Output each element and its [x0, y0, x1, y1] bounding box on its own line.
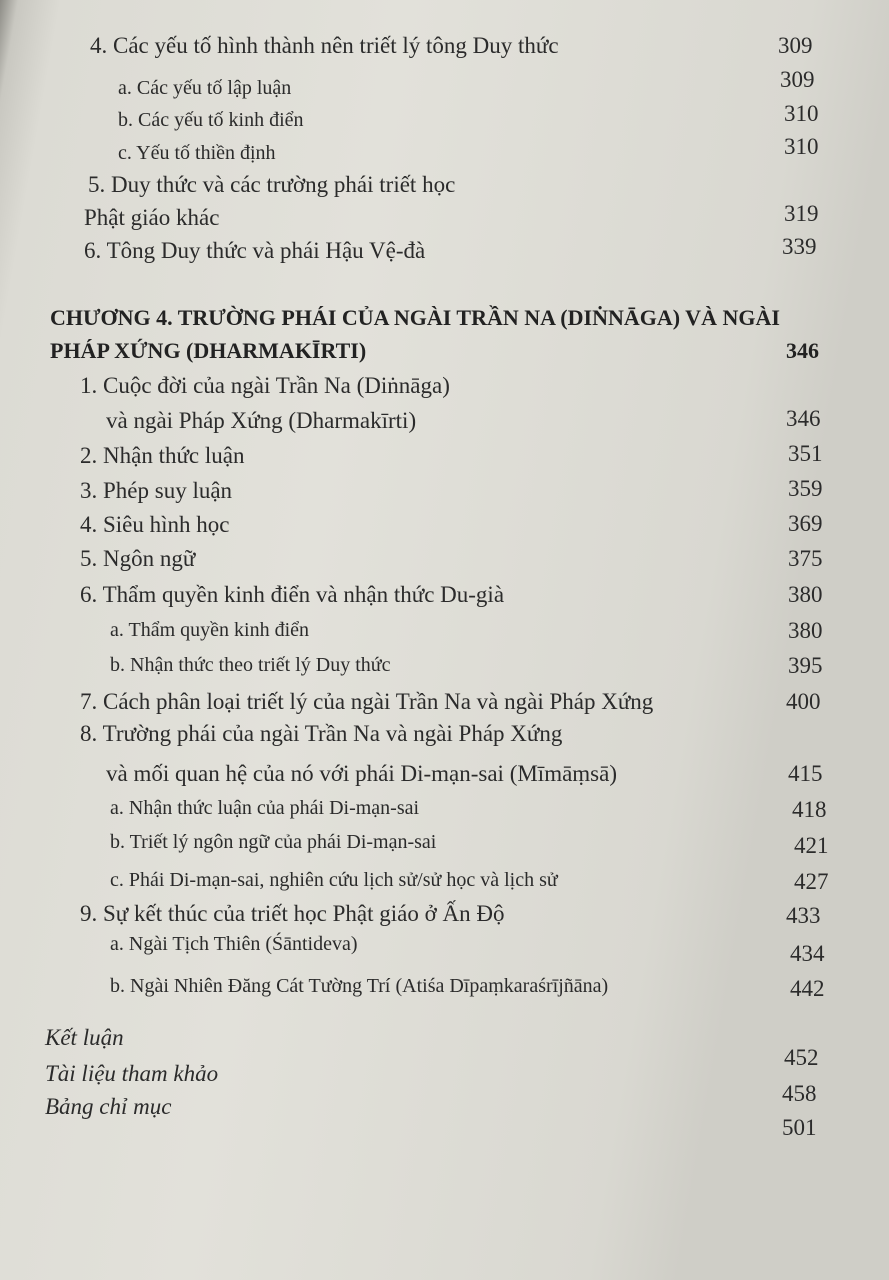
toc-entry-page: 415: [788, 761, 823, 786]
toc-entry-title: 5. Ngôn ngữ: [80, 546, 196, 571]
toc-entry-title: b. Triết lý ngôn ngữ của phái Di-mạn-sai: [110, 831, 437, 853]
chapter-title: CHƯƠNG 4. TRƯỜNG PHÁI CỦA NGÀI TRẦN NA (DIṄNĀGA) VÀ NGÀI: [50, 305, 780, 330]
toc-entry-title: Tài liệu tham khảo: [45, 1061, 219, 1086]
toc-entry-page: 369: [788, 511, 823, 536]
toc-entry-title: a. Nhận thức luận của phái Di-mạn-sai: [110, 797, 420, 819]
toc-entry-page: 501: [782, 1115, 817, 1140]
toc-entry-page: 380: [788, 582, 823, 607]
toc-entry-page: 359: [788, 476, 823, 501]
toc-entry-title: 7. Cách phân loại triết lý của ngài Trần Na và ngài Pháp Xứng: [80, 689, 654, 714]
toc-entry-page: 309: [780, 67, 815, 92]
toc-entry-title: a. Thẩm quyền kinh điển: [110, 619, 310, 641]
toc-entry-title: 4. Các yếu tố hình thành nên triết lý tông Duy thức: [90, 33, 559, 58]
toc-entry-page: 452: [784, 1045, 819, 1070]
toc-entry-page: 319: [784, 201, 819, 226]
toc-entry-page: 433: [786, 903, 821, 928]
chapter-page: 346: [786, 338, 819, 363]
toc-entry-title-cont: Phật giáo khác: [84, 205, 220, 230]
toc-entry-page: 427: [794, 869, 829, 894]
toc-entry-page: 346: [786, 406, 821, 431]
toc-entry-title-cont: và mối quan hệ của nó với phái Di-mạn-sai (Mīmāṃsā): [106, 761, 617, 786]
toc-entry-page: 442: [790, 976, 825, 1001]
toc-entry-title: 4. Siêu hình học: [80, 512, 230, 537]
toc-entry-title: 6. Thẩm quyền kinh điển và nhận thức Du-già: [80, 582, 505, 607]
toc-entry-title: Bảng chỉ mục: [45, 1094, 172, 1119]
toc-entry-page: 310: [784, 134, 819, 159]
toc-entry-title: 2. Nhận thức luận: [80, 443, 245, 468]
toc-entry-page: 421: [794, 833, 829, 858]
toc-entry-page: 458: [782, 1081, 817, 1106]
toc-entry-title-cont: và ngài Pháp Xứng (Dharmakīrti): [106, 408, 417, 433]
toc-entry-title: Kết luận: [45, 1025, 124, 1050]
toc-entry-page: 375: [788, 546, 823, 571]
toc-entry-title: 3. Phép suy luận: [80, 478, 233, 503]
toc-entry-page: 418: [792, 797, 827, 822]
toc-entry-page: 309: [778, 33, 813, 58]
toc-entry-title: c. Phái Di-mạn-sai, nghiên cứu lịch sử/sử học và lịch sử: [110, 869, 558, 891]
toc-entry-page: 351: [788, 441, 823, 466]
toc-entry-title: a. Ngài Tịch Thiên (Śāntideva): [110, 933, 358, 955]
toc-entry-page: 434: [790, 941, 825, 966]
toc-entry-title: 9. Sự kết thúc của triết học Phật giáo ở Ấn Độ: [80, 901, 505, 926]
toc-entry-title: 8. Trường phái của ngài Trần Na và ngài Pháp Xứng: [80, 721, 563, 746]
toc-entry-title: c. Yếu tố thiền định: [118, 142, 276, 164]
toc-entry-page: 400: [786, 689, 821, 714]
toc-entry-page: 310: [784, 101, 819, 126]
toc-entry-title: 1. Cuộc đời của ngài Trần Na (Diṅnāga): [80, 373, 450, 398]
toc-entry-page: 395: [788, 653, 823, 678]
chapter-title-cont: PHÁP XỨNG (DHARMAKĪRTI): [50, 338, 367, 363]
toc-entry-page: 380: [788, 618, 823, 643]
toc-entry-title: a. Các yếu tố lập luận: [118, 77, 292, 99]
toc-entry-title: 5. Duy thức và các trường phái triết học: [88, 172, 456, 197]
toc-entry-title: b. Các yếu tố kinh điển: [118, 109, 304, 131]
toc-entry-title: b. Nhận thức theo triết lý Duy thức: [110, 654, 391, 676]
toc-entry-page: 339: [782, 234, 817, 259]
toc-entry-title: b. Ngài Nhiên Đăng Cát Tường Trí (Atiśa Dīpaṃkaraśrījñāna): [110, 975, 609, 997]
toc-entry-title: 6. Tông Duy thức và phái Hậu Vệ-đà: [84, 238, 426, 263]
